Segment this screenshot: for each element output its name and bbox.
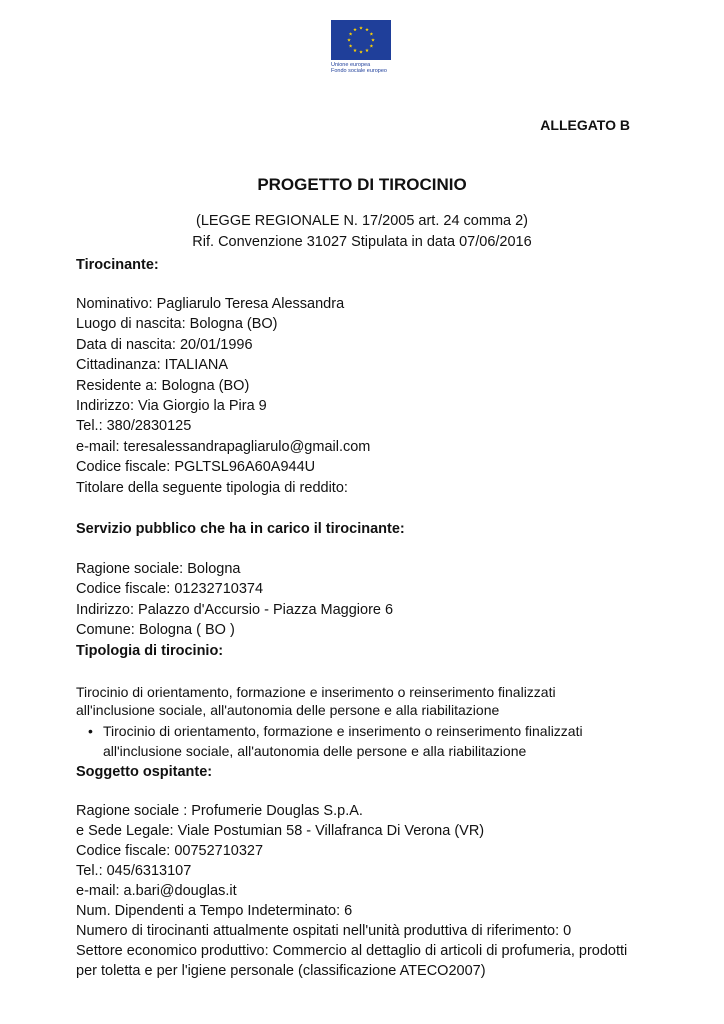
trainee-phone: Tel.: 380/2830125 xyxy=(76,418,192,435)
host-details xyxy=(76,801,676,981)
host-trainees-count: Numero di tirocinanti attualmente ospitati nell'unità produttiva di riferimento: 0 xyxy=(76,923,572,939)
host-section xyxy=(76,762,656,782)
document-title: PROGETTO DI TIROCINIO xyxy=(257,175,467,194)
bullet-icon: • xyxy=(88,723,93,739)
trainee-section xyxy=(76,255,656,275)
trainee-email: e-mail: teresalessandrapagliarulo@gmail.com xyxy=(76,438,371,455)
host-heading: Soggetto ospitante: xyxy=(76,764,213,780)
host-employees: Num. Dipendenti a Tempo Indeterminato: 6 xyxy=(76,903,353,919)
public-service-heading: Servizio pubblico che ha in carico il tirocinante: xyxy=(76,521,405,537)
host-email: e-mail: a.bari@douglas.it xyxy=(76,883,237,899)
internship-type-paragraph-line2: all'inclusione sociale, all'autonomia delle persone e alla riabilitazione xyxy=(76,702,500,718)
trainee-tax-code: Codice fiscale: PGLTSL96A60A944U xyxy=(76,459,316,476)
host-legal-seat: e Sede Legale: Viale Postumian 58 - Villafranca Di Verona (VR) xyxy=(76,823,485,839)
internship-type-paragraph xyxy=(76,683,656,719)
internship-type-bullet-line1: Tirocinio di orientamento, formazione e inserimento o reinserimento finalizzati xyxy=(103,723,583,739)
law-reference: (LEGGE REGIONALE N. 17/2005 art. 24 comma 2) xyxy=(195,213,529,229)
eu-logo xyxy=(331,20,393,74)
trainee-birthdate: Data di nascita: 20/01/1996 xyxy=(76,336,253,353)
public-service-details xyxy=(76,559,656,661)
internship-type-heading: Tipologia di tirocinio: xyxy=(76,642,224,659)
host-economic-sector-cont: per toletta e per l'igiene personale (classificazione ATECO2007) xyxy=(76,963,486,979)
public-service-address: Indirizzo: Palazzo d'Accursio - Piazza Maggiore 6 xyxy=(76,601,394,618)
eu-flag-icon xyxy=(331,20,391,60)
logo-caption-line2: Fondo sociale europeo xyxy=(331,68,387,74)
trainee-birthplace: Luogo di nascita: Bologna (BO) xyxy=(76,316,278,333)
host-economic-sector: Settore economico produttivo: Commercio al dettaglio di articoli di profumeria, prodotti xyxy=(76,943,628,959)
trainee-name: Nominativo: Pagliarulo Teresa Alessandra xyxy=(76,296,345,312)
host-phone: Tel.: 045/6313107 xyxy=(76,863,192,879)
logo-caption-line1: Unione europea xyxy=(331,62,371,68)
trainee-details xyxy=(76,294,656,498)
public-service-section xyxy=(76,519,656,539)
trainee-citizenship: Cittadinanza: ITALIANA xyxy=(76,357,229,374)
annex-label: ALLEGATO B xyxy=(540,117,630,133)
host-company-name: Ragione sociale : Profumerie Douglas S.p.A. xyxy=(76,803,363,819)
host-tax-code: Codice fiscale: 00752710327 xyxy=(76,843,264,859)
public-service-tax-code: Codice fiscale: 01232710374 xyxy=(76,581,264,598)
trainee-address: Indirizzo: Via Giorgio la Pira 9 xyxy=(76,398,267,415)
public-service-name: Ragione sociale: Bologna xyxy=(76,561,241,577)
convention-reference: Rif. Convenzione 31027 Stipulata in data 07/06/2016 xyxy=(192,234,532,250)
trainee-residence: Residente a: Bologna (BO) xyxy=(76,377,250,394)
internship-type-paragraph-line1: Tirocinio di orientamento, formazione e inserimento o reinserimento finalizzati xyxy=(76,684,556,700)
public-service-municipality: Comune: Bologna ( BO ) xyxy=(76,622,235,639)
trainee-income-type: Titolare della seguente tipologia di reddito: xyxy=(76,479,348,496)
internship-type-bullet-line2: all'inclusione sociale, all'autonomia delle persone e alla riabilitazione xyxy=(103,743,527,759)
logo-caption xyxy=(331,62,393,74)
trainee-heading: Tirocinante: xyxy=(76,257,159,273)
